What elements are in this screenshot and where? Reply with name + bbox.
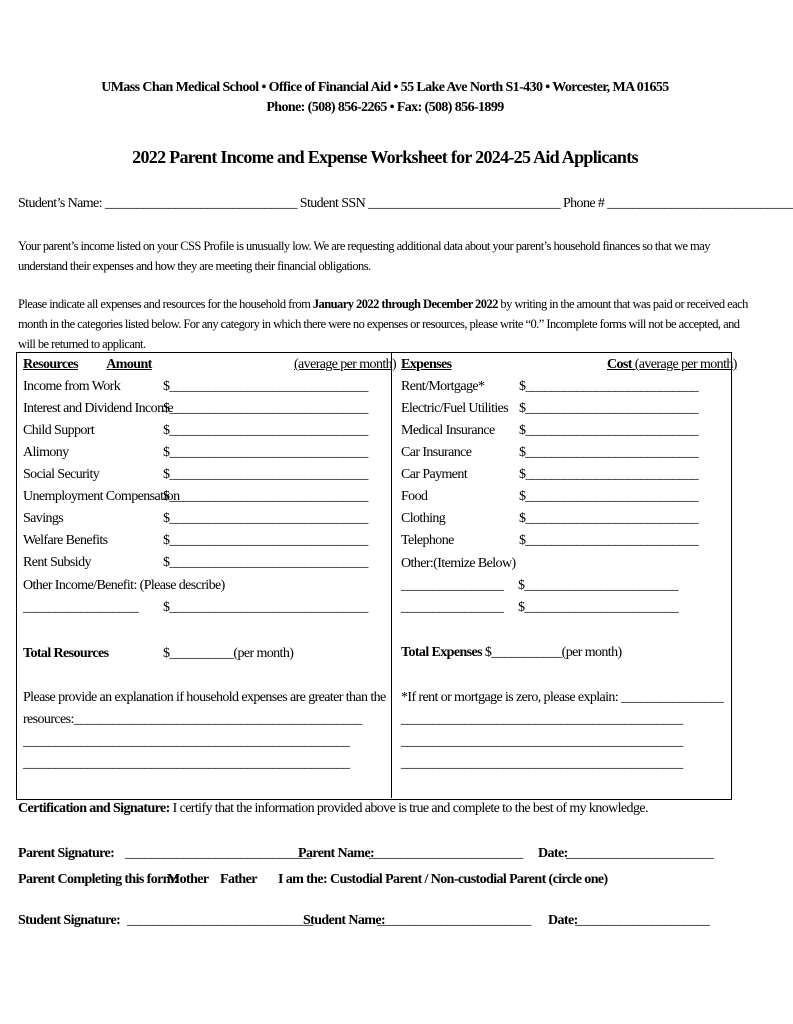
- total-expenses-label: Total Expenses: [401, 645, 482, 660]
- resource-item-label: Savings: [23, 511, 64, 526]
- resource-item-label: Interest and Dividend Income: [23, 401, 173, 416]
- other-expense-amount-field-2[interactable]: $________________________: [518, 600, 679, 615]
- resources-average-note: (average per month): [294, 357, 397, 372]
- rent-explanation-field-3[interactable]: ____________________________________________: [401, 756, 683, 771]
- custodial-options[interactable]: Custodial Parent / Non-custodial Parent (circle one): [330, 872, 608, 887]
- parent-date-label: Date:: [538, 846, 568, 861]
- resource-item-label: Unemployment Compensation: [23, 489, 180, 504]
- resource-item-amount-field[interactable]: $_______________________________: [163, 379, 368, 394]
- resource-item-amount-field[interactable]: $_______________________________: [163, 401, 368, 416]
- parent-name-label: Parent Name:: [298, 846, 375, 861]
- rent-zero-explanation-prompt: *If rent or mortgage is zero, please explain: ________________: [401, 690, 724, 705]
- student-ssn-field[interactable]: ______________________________: [368, 196, 561, 211]
- certification-statement: [18, 801, 648, 817]
- student-name-sign-label: Student Name:: [303, 913, 386, 928]
- expense-item-label: Car Insurance: [401, 445, 472, 460]
- parent-completing-label: Parent Completing this form:: [18, 872, 178, 887]
- resource-item-amount-field[interactable]: $_______________________________: [163, 511, 368, 526]
- student-signature-label: Student Signature:: [18, 913, 121, 928]
- total-resources-note: (per month): [233, 646, 294, 661]
- expense-item-cost-field[interactable]: $___________________________: [519, 423, 699, 438]
- resources-header: [23, 357, 180, 373]
- resource-item-label: Alimony: [23, 445, 69, 460]
- instructions-paragraph: [18, 294, 753, 354]
- student-phone-field[interactable]: _____________________________: [607, 196, 793, 211]
- parent-date-field[interactable]: _______________________: [566, 846, 714, 861]
- total-resources-label: Total Resources: [23, 646, 109, 661]
- resource-item-label: Welfare Benefits: [23, 533, 108, 548]
- expense-item-label: Rent/Mortgage*: [401, 379, 485, 394]
- total-expenses-field[interactable]: $___________: [484, 645, 562, 660]
- expense-item-cost-field[interactable]: $___________________________: [519, 467, 699, 482]
- office-address-line: UMass Chan Medical School • Office of Financial Aid • 55 Lake Ave North S1-430 • Worcester, MA 01655: [101, 80, 669, 95]
- resources-amount-header: Amount: [106, 357, 152, 372]
- column-divider: [391, 352, 392, 798]
- student-name-sign-field[interactable]: ________________________: [377, 913, 531, 928]
- expense-item-label: Food: [401, 489, 428, 504]
- other-income-label: Other Income/Benefit: (Please describe): [23, 578, 225, 593]
- expense-item-cost-field[interactable]: $___________________________: [519, 401, 699, 416]
- rent-explanation-field-2[interactable]: ____________________________________________: [401, 734, 683, 749]
- resource-item-label: Rent Subsidy: [23, 555, 91, 570]
- resource-item-label: Income from Work: [23, 379, 121, 394]
- other-income-description-field[interactable]: __________________: [23, 600, 139, 615]
- expense-item-label: Medical Insurance: [401, 423, 495, 438]
- student-ssn-label: Student SSN: [299, 196, 366, 211]
- certification-label: Certification and Signature:: [18, 801, 170, 816]
- parent-option-mother[interactable]: Mother: [167, 872, 209, 887]
- other-income-amount-field[interactable]: $_______________________________: [163, 600, 368, 615]
- expenses-cost-header: [607, 357, 737, 373]
- student-phone-label: Phone #: [562, 196, 605, 211]
- intro-paragraph: Your parent’s income listed on your CSS Profile is unusually low. We are requesting additional data about your parent’s household finances so that we may understand their expenses and how they are meeting their financial obligations.: [18, 239, 710, 273]
- i-am-the-label: I am the:: [278, 872, 328, 887]
- instructions-text-1: Please indicate all expenses and resources for the household from: [18, 297, 313, 311]
- expenses-cost-label: Cost: [607, 357, 632, 372]
- other-expense-amount-field-1[interactable]: $________________________: [518, 578, 679, 593]
- parent-signature-field[interactable]: _____________________________: [125, 846, 311, 861]
- parent-signature-label: Parent Signature:: [18, 846, 115, 861]
- expense-item-cost-field[interactable]: $___________________________: [519, 379, 699, 394]
- expense-item-cost-field[interactable]: $___________________________: [519, 445, 699, 460]
- student-info-line: [18, 196, 793, 212]
- total-resources-line: [163, 646, 293, 662]
- rent-explanation-field-1[interactable]: ____________________________________________: [401, 712, 683, 727]
- instructions-text-2: by writing in the amount that was paid or received each month in the categories listed below. For any category in which there were no expenses or resources, please write “0.” Incomplete forms will not be accepted, and will be returned to applicant.: [18, 297, 748, 351]
- other-expense-label: Other:(Itemize Below): [401, 556, 516, 571]
- resource-item-label: Child Support: [23, 423, 95, 438]
- form-title: 2022 Parent Income and Expense Worksheet for 2024-25 Aid Applicants: [132, 147, 638, 167]
- parent-name-field[interactable]: ________________________: [369, 846, 523, 861]
- instructions-date-range: January 2022 through December 2022: [312, 297, 498, 311]
- resource-item-amount-field[interactable]: $_______________________________: [163, 555, 368, 570]
- resource-item-amount-field[interactable]: $_______________________________: [163, 467, 368, 482]
- certification-text: I certify that the information provided above is true and complete to the best of my knowledge.: [169, 801, 648, 816]
- resources-explanation-field-2[interactable]: ___________________________________________________: [23, 734, 350, 749]
- total-expenses-line: [401, 645, 622, 661]
- resource-item-label: Social Security: [23, 467, 100, 482]
- other-expense-description-field-2[interactable]: ________________: [401, 600, 504, 615]
- resource-item-amount-field[interactable]: $_______________________________: [163, 533, 368, 548]
- worksheet-table: [16, 352, 732, 800]
- resource-item-amount-field[interactable]: $_______________________________: [163, 445, 368, 460]
- resources-explanation-prompt: Please provide an explanation if household expenses are greater than the: [23, 690, 386, 705]
- expense-item-label: Car Payment: [401, 467, 468, 482]
- expense-item-cost-field[interactable]: $___________________________: [519, 511, 699, 526]
- student-name-label: Student’s Name:: [18, 196, 102, 211]
- total-resources-field[interactable]: $__________: [163, 646, 234, 661]
- resources-explanation-field-3[interactable]: ___________________________________________________: [23, 756, 350, 771]
- office-phone-line: Phone: (508) 856-2265 • Fax: (508) 856-1899: [266, 100, 504, 115]
- expense-item-cost-field[interactable]: $___________________________: [519, 533, 699, 548]
- parent-option-father[interactable]: Father: [220, 872, 257, 887]
- expenses-average-note: (average per month): [634, 357, 737, 372]
- student-date-label: Date:: [548, 913, 578, 928]
- student-name-field[interactable]: ______________________________: [104, 196, 297, 211]
- student-signature-field[interactable]: _____________________________: [127, 913, 313, 928]
- resources-explanation-field-1[interactable]: resources:_____________________________________________: [23, 712, 362, 727]
- resources-header-label: Resources: [23, 357, 78, 372]
- other-expense-description-field-1[interactable]: ________________: [401, 578, 504, 593]
- expense-item-label: Electric/Fuel Utilities: [401, 401, 509, 416]
- total-expenses-note: (per month): [561, 645, 622, 660]
- expense-item-cost-field[interactable]: $___________________________: [519, 489, 699, 504]
- expenses-header-label: Expenses: [401, 357, 452, 372]
- student-date-field[interactable]: _____________________: [575, 913, 710, 928]
- resource-item-amount-field[interactable]: $_______________________________: [163, 489, 368, 504]
- expense-item-label: Clothing: [401, 511, 446, 526]
- expense-item-label: Telephone: [401, 533, 454, 548]
- resource-item-amount-field[interactable]: $_______________________________: [163, 423, 368, 438]
